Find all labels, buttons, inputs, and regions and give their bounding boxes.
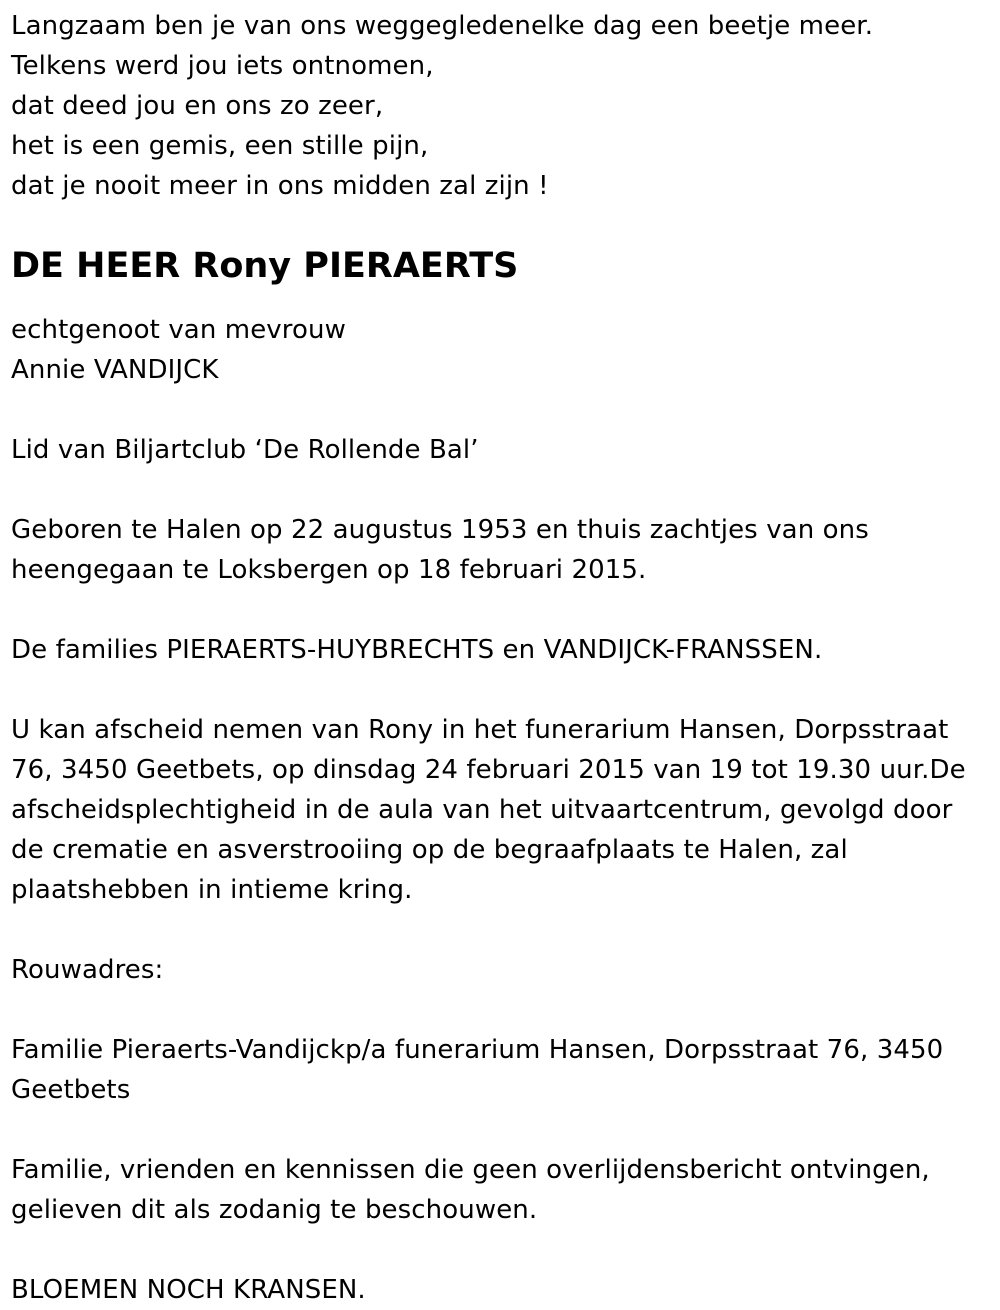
notice-paragraph (11, 1150, 991, 1230)
spouse-name: Annie VANDIJCK (11, 355, 219, 385)
paragraph-line: Familie, vrienden en kennissen die geen overlijdensbericht ontvingen, (11, 1155, 930, 1185)
deceased-name: DE HEER Rony PIERAERTS (11, 246, 519, 286)
spacer (11, 390, 991, 430)
spacer (11, 1110, 991, 1150)
spacer (11, 910, 991, 950)
poem-line: Telkens werd jou iets ontnomen, (11, 51, 434, 81)
poem-line: het is een gemis, een stille pijn, (11, 131, 429, 161)
poem (11, 6, 991, 206)
spacer (11, 470, 991, 510)
paragraph-line: heengegaan te Loksbergen op 18 februari 2015. (11, 555, 647, 585)
poem-line: dat je nooit meer in ons midden zal zijn ! (11, 171, 549, 201)
farewell-paragraph (11, 710, 991, 910)
spacer (11, 590, 991, 630)
membership: Lid van Biljartclub ‘De Rollende Bal’ (11, 435, 479, 465)
paragraph-line: afscheidsplechtigheid in de aula van het uitvaartcentrum, gevolgd door (11, 795, 953, 825)
obituary-document (11, 6, 991, 1310)
spouse-info (11, 310, 991, 390)
birth-death-paragraph (11, 510, 991, 590)
flowers-notice: BLOEMEN NOCH KRANSEN. (11, 1275, 366, 1305)
paragraph-line: Geboren te Halen op 22 augustus 1953 en thuis zachtjes van ons (11, 515, 869, 545)
spacer (11, 1230, 991, 1270)
poem-line: Langzaam ben je van ons weggegledenelke dag een beetje meer. (11, 11, 874, 41)
mourning-address (11, 1030, 991, 1110)
mourning-address-label: Rouwadres: (11, 955, 164, 985)
paragraph-line: plaatshebben in intieme kring. (11, 875, 413, 905)
poem-line: dat deed jou en ons zo zeer, (11, 91, 384, 121)
address-line: Geetbets (11, 1075, 131, 1105)
spacer (11, 670, 991, 710)
spacer (11, 990, 991, 1030)
paragraph-line: gelieven dit als zodanig te beschouwen. (11, 1195, 538, 1225)
paragraph-line: U kan afscheid nemen van Rony in het funerarium Hansen, Dorpsstraat (11, 715, 949, 745)
families: De families PIERAERTS-HUYBRECHTS en VANDIJCK-FRANSSEN. (11, 635, 823, 665)
spouse-line: echtgenoot van mevrouw (11, 315, 346, 345)
address-line: Familie Pieraerts-Vandijckp/a funerarium Hansen, Dorpsstraat 76, 3450 (11, 1035, 944, 1065)
paragraph-line: de crematie en asverstrooiing op de begraafplaats te Halen, zal (11, 835, 848, 865)
paragraph-line: 76, 3450 Geetbets, op dinsdag 24 februari 2015 van 19 tot 19.30 uur.De (11, 755, 966, 785)
